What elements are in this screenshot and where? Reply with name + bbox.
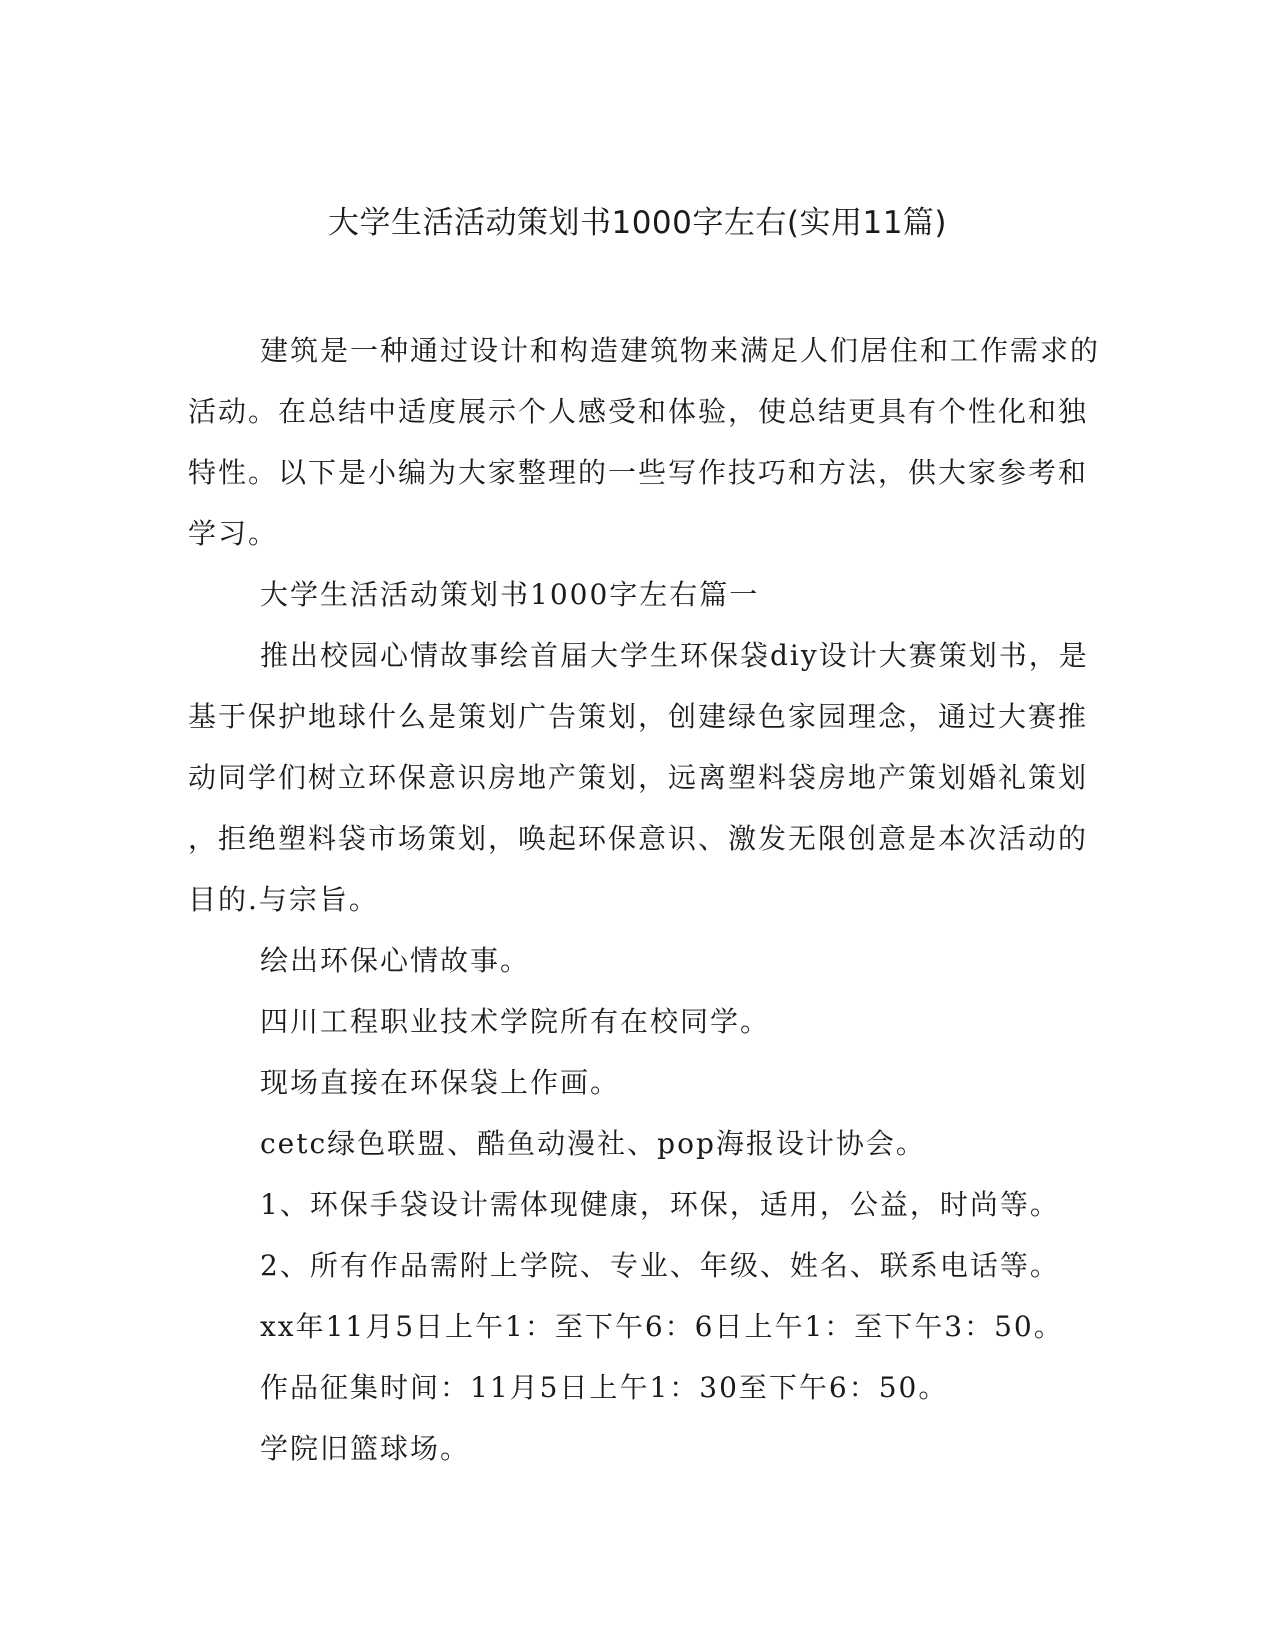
p1-line-2: 基于保护地球什么是策划广告策划，创建绿色家园理念，通过大赛推 <box>188 700 1089 733</box>
line-requirement-2: 2、所有作品需附上学院、专业、年级、姓名、联系电话等。 <box>260 1249 1060 1282</box>
document-body <box>188 320 1101 1479</box>
paragraph-1 <box>188 625 1088 930</box>
section-heading: 大学生活活动策划书1000字左右篇一 <box>260 578 760 611</box>
line-theme: 绘出环保心情故事。 <box>260 944 531 977</box>
line-participants: 四川工程职业技术学院所有在校同学。 <box>260 1005 771 1038</box>
line-collection-time: 作品征集时间：11月5日上午1：30至下午6：50。 <box>260 1371 949 1404</box>
line-schedule: xx年11月5日上午1：至下午6：6日上午1：至下午3：50。 <box>260 1310 1064 1343</box>
p1-line-1: 推出校园心情故事绘首届大学生环保袋diy设计大赛策划书，是 <box>260 639 1089 672</box>
intro-paragraph <box>188 320 1101 564</box>
line-requirement-1: 1、环保手袋设计需体现健康，环保，适用，公益，时尚等。 <box>260 1188 1060 1221</box>
line-format: 现场直接在环保袋上作画。 <box>260 1066 621 1099</box>
p1-line-3: 动同学们树立环保意识房地产策划，远离塑料袋房地产策划婚礼策划 <box>188 761 1089 794</box>
intro-line-1: 建筑是一种通过设计和构造建筑物来满足人们居住和工作需求的 <box>260 334 1101 367</box>
intro-line-3: 特性。以下是小编为大家整理的一些写作技巧和方法，供大家参考和 <box>188 456 1089 489</box>
document-title: 大学生活活动策划书1000字左右(实用11篇) <box>327 205 948 241</box>
p1-line-4: ，拒绝塑料袋市场策划，唤起环保意识、激发无限创意是本次活动的 <box>188 822 1089 855</box>
intro-line-2: 活动。在总结中适度展示个人感受和体验，使总结更具有个性化和独 <box>188 395 1089 428</box>
line-venue: 学院旧篮球场。 <box>260 1432 471 1465</box>
line-organizers: cetc绿色联盟、酷鱼动漫社、pop海报设计协会。 <box>260 1127 926 1160</box>
intro-line-4: 学习。 <box>188 517 279 550</box>
p1-line-5: 目的.与宗旨。 <box>188 883 379 916</box>
